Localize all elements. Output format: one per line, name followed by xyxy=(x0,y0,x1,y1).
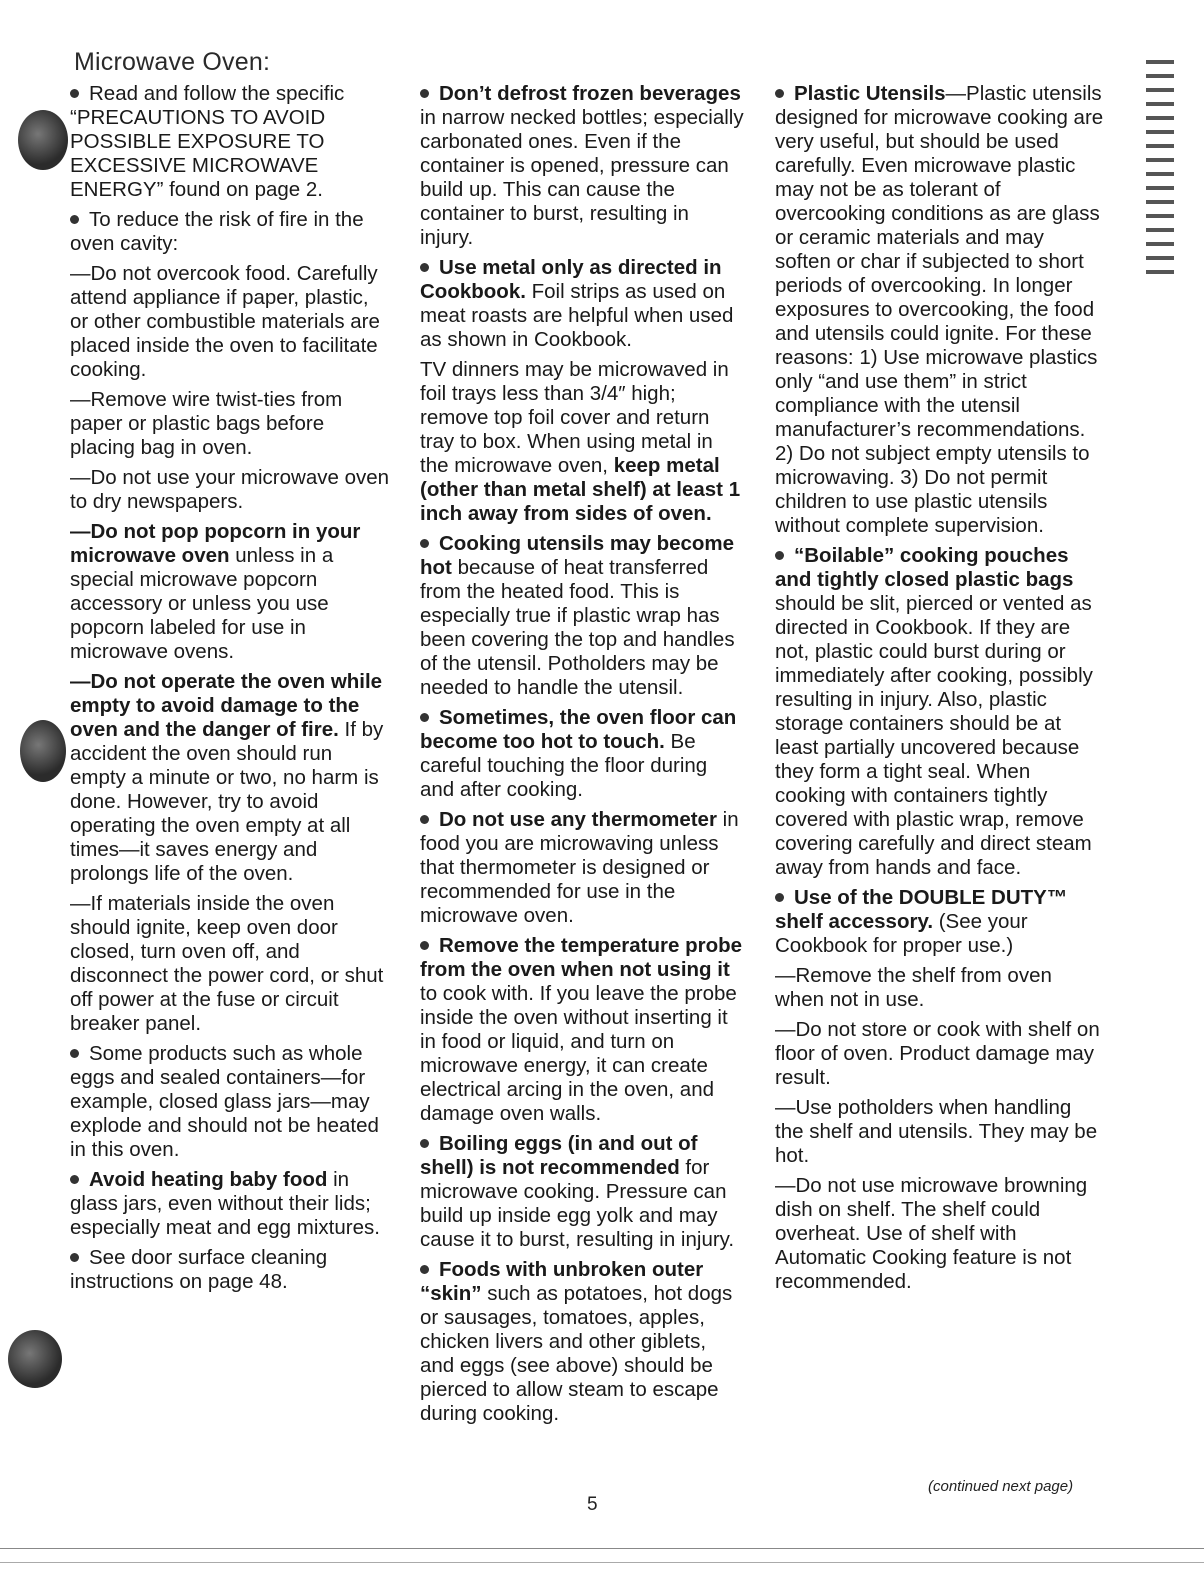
paragraph: —Use potholders when handling the shelf and utensils. They may be hot. xyxy=(775,1096,1098,1167)
bullet-icon xyxy=(70,1049,79,1058)
paragraph: See door surface cleaning instructions on page 48. xyxy=(70,1246,328,1293)
bullet-icon xyxy=(420,815,429,824)
paragraph: Use metal only as directed in Cookbook. Foil strips as used on meat roasts are helpful when used as shown in Cookbook. xyxy=(420,256,734,351)
punch-hole xyxy=(18,110,68,170)
paragraph: Some products such as whole eggs and sealed containers—for example, closed glass jars—may explode and should not be heated in this oven. xyxy=(70,1042,379,1161)
column-1 xyxy=(70,82,390,1300)
paragraph: “Boilable” cooking pouches and tightly closed plastic bags should be slit, pierced or vented as directed in Cookbook. If they are not, plastic could burst during or immediately after cooking, possibly resulting in injury. Also, plastic storage containers should be at least partially uncovered because they form a tight seal. When cooking with containers tightly covered with plastic wrap, remove covering carefully and direct steam away from hands and face. xyxy=(775,544,1093,879)
paragraph: —Do not operate the oven while empty to avoid damage to the oven and the danger of fire. If by accident the oven should run empty a minute or two, no harm is done. However, try to avoid operating the oven empty at all times—it saves energy and prolongs life of the oven. xyxy=(70,670,384,885)
bullet-icon xyxy=(420,1139,429,1148)
scan-edge-line xyxy=(0,1562,1204,1563)
paragraph: —Do not use microwave browning dish on shelf. The shelf could overheat. Use of shelf with Automatic Cooking feature is not recommended. xyxy=(775,1174,1088,1293)
bullet-icon xyxy=(420,539,429,548)
column-2 xyxy=(420,82,745,1432)
paragraph: Foods with unbroken outer “skin” such as potatoes, hot dogs or sausages, tomatoes, apples, chicken livers and other giblets, and eggs (see above) should be pierced to allow steam to escape during cooking. xyxy=(420,1258,733,1425)
scan-edge-line xyxy=(0,1548,1204,1549)
page-title: Microwave Oven: xyxy=(74,48,271,76)
paragraph: Read and follow the specific “PRECAUTIONS TO AVOID POSSIBLE EXPOSURE TO EXCESSIVE MICROWAVE ENERGY” found on page 2. xyxy=(70,82,345,201)
bullet-icon xyxy=(420,1265,429,1274)
paragraph: TV dinners may be microwaved in foil trays less than 3/4″ high; remove top foil cover and return tray to box. When using metal in the microwave oven, keep metal (other than metal shelf) at least 1 inch away from sides of oven. xyxy=(420,358,741,525)
paragraph: —Do not overcook food. Carefully attend appliance if paper, plastic, or other combustible materials are placed inside the oven to facilitate cooking. xyxy=(70,262,380,381)
page-number: 5 xyxy=(587,1494,598,1515)
bullet-icon xyxy=(775,89,784,98)
continued-note: (continued next page) xyxy=(928,1478,1074,1495)
paragraph: Boiling eggs (in and out of shell) is not recommended for microwave cooking. Pressure can build up inside egg yolk and may cause it to burst, resulting in injury. xyxy=(420,1132,735,1251)
bullet-icon xyxy=(70,1175,79,1184)
bullet-icon xyxy=(420,263,429,272)
paragraph: —Remove wire twist-ties from paper or plastic bags before placing bag in oven. xyxy=(70,388,343,459)
paragraph: —If materials inside the oven should ignite, keep oven door closed, turn oven off, and disconnect the power cord, or shut off power at the fuse or circuit breaker panel. xyxy=(70,892,384,1035)
paragraph: —Do not store or cook with shelf on floor of oven. Product damage may result. xyxy=(775,1018,1100,1089)
scan-edge-marks xyxy=(1146,60,1174,284)
bullet-icon xyxy=(420,89,429,98)
bullet-icon xyxy=(775,551,784,560)
bullet-icon xyxy=(70,89,79,98)
column-3 xyxy=(775,82,1105,1300)
paragraph: Cooking utensils may become hot because of heat transferred from the heated food. This is especially true if plastic wrap has been covering the top and handles of the utensil. Potholders may be needed to handle the utensil. xyxy=(420,532,735,699)
paragraph: Plastic Utensils—Plastic utensils designed for microwave cooking are very useful, but should be used carefully. Even microwave plastic may not be as tolerant of overcooking conditions as are glass or ceramic materials and may soften or char if subjected to short periods of overcooking. In longer exposures to overcooking, the food and utensils could ignite. For these reasons: 1) Use microwave plastics only “and use them” in strict compliance with the utensil manufacturer’s recommendations. 2) Do not subject empty utensils to microwaving. 3) Do not permit children to use plastic utensils without complete supervision. xyxy=(775,82,1104,537)
bullet-icon xyxy=(420,941,429,950)
paragraph: Use of the DOUBLE DUTY™ shelf accessory. (See your Cookbook for proper use.) xyxy=(775,886,1068,957)
paragraph: Avoid heating baby food in glass jars, even without their lids; especially meat and egg mixtures. xyxy=(70,1168,380,1239)
punch-hole xyxy=(8,1330,62,1388)
paragraph: Remove the temperature probe from the oven when not using it to cook with. If you leave the probe inside the oven without inserting it in food or liquid, and turn on microwave energy, it can create electrical arcing in the oven, and damage oven walls. xyxy=(420,934,743,1125)
bullet-icon xyxy=(775,893,784,902)
punch-hole xyxy=(20,720,66,782)
paragraph: Sometimes, the oven floor can become too hot to touch. Be careful touching the floor during and after cooking. xyxy=(420,706,737,801)
paragraph: —Do not use your microwave oven to dry newspapers. xyxy=(70,466,390,513)
bullet-icon xyxy=(70,1253,79,1262)
bullet-icon xyxy=(420,713,429,722)
paragraph: Don’t defrost frozen beverages in narrow necked bottles; especially carbonated ones. Even if the container is opened, pressure can build up. This can cause the container to burst, resulting in injury. xyxy=(420,82,744,249)
bullet-icon xyxy=(70,215,79,224)
paragraph: Do not use any thermometer in food you are microwaving unless that thermometer is designed or recommended for use in the microwave oven. xyxy=(420,808,739,927)
paragraph: To reduce the risk of fire in the oven cavity: xyxy=(70,208,364,255)
paragraph: —Do not pop popcorn in your microwave oven unless in a special microwave popcorn accessory or unless you use popcorn labeled for use in microwave ovens. xyxy=(70,520,361,663)
paragraph: —Remove the shelf from oven when not in use. xyxy=(775,964,1052,1011)
